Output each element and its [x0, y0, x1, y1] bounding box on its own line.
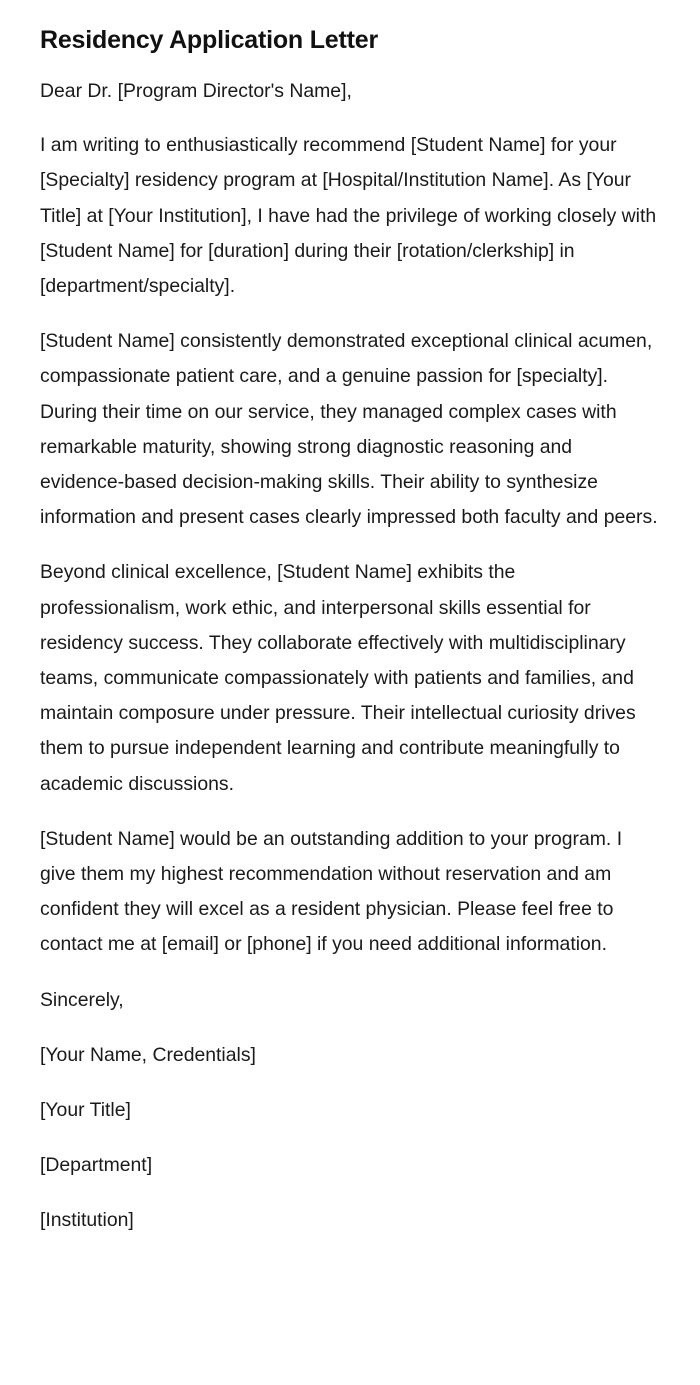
- letter-paragraph-introduction: I am writing to enthusiastically recommend [Student Name] for your [Specialty] residency program at [Hospital/Institution Name]. As [Your Title] at [Your Institution], I have had the privilege of working closely with [Student Name] for [duration] during their [rotation/clerkship] in [department/specialty].: [40, 134, 657, 298]
- letter-title: Residency Application Letter: [40, 26, 378, 54]
- letter-closing: Sincerely,: [40, 988, 124, 1011]
- letter-paragraph-recommendation: [Student Name] would be an outstanding addition to your program. I give them my highest recommendation without reservation and am confident they will excel as a resident physician. Please feel free to contact me at [email] or [phone] if you need additional information.: [40, 827, 623, 956]
- signature-institution: [Institution]: [40, 1209, 134, 1232]
- letter-salutation: Dear Dr. [Program Director's Name],: [40, 80, 352, 102]
- letter-paragraph-clinical-skills: [Student Name] consistently demonstrated exceptional clinical acumen, compassionate patient care, and a genuine passion for [specialty]. During their time on our service, they managed complex cases with remarkable maturity, showing strong diagnostic reasoning and evidence-based decision-making skills. Their ability to synthesize information and present cases clearly impressed both faculty and peers.: [40, 330, 658, 529]
- signature-name: [Your Name, Credentials]: [40, 1043, 256, 1066]
- signature-title: [Your Title]: [40, 1099, 131, 1122]
- signature-department: [Department]: [40, 1154, 153, 1177]
- letter-paragraph-professionalism: Beyond clinical excellence, [Student Name] exhibits the professionalism, work ethic, and interpersonal skills essential for residency success. They collaborate effectively with multidisciplinary teams, communicate compassionately with patients and families, and maintain composure under pressure. Their intellectual curiosity drives them to pursue independent learning and contribute meaningfully to academic discussions.: [40, 561, 636, 795]
